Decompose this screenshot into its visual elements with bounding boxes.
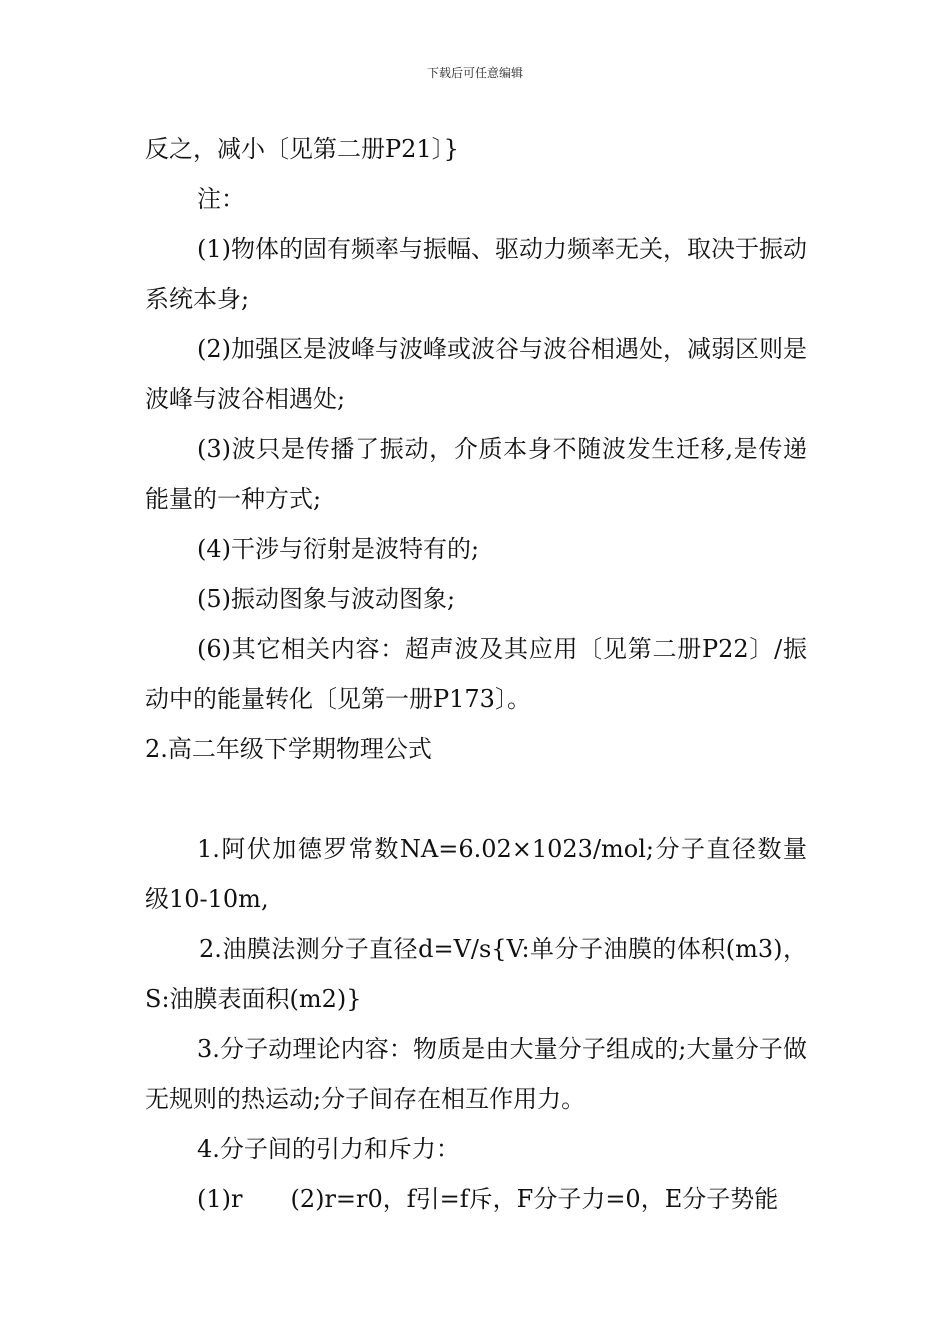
note-item-2: (2)加强区是波峰与波峰或波谷与波谷相遇处，减弱区则是波峰与波谷相遇处; bbox=[145, 335, 807, 413]
formula-item-2: 2.油膜法测分子直径d=V/s{V:单分子油膜的体积(m3)，S:油膜表面积(m2)} bbox=[145, 935, 807, 1013]
note-item-4: (4)干涉与衍射是波特有的; bbox=[197, 535, 480, 563]
document-body bbox=[145, 124, 807, 1224]
formula-item-1: 1.阿伏加德罗常数NA=6.02×1023/mol;分子直径数量级10-10m, bbox=[145, 835, 807, 913]
paragraph-continuation: 反之，减小〔见第二册P21〕} bbox=[145, 135, 459, 163]
note-item-6: (6)其它相关内容：超声波及其应用〔见第二册P22〕/振动中的能量转化〔见第一册P173〕。 bbox=[145, 635, 807, 713]
note-heading: 注： bbox=[197, 185, 245, 213]
note-item-1: (1)物体的固有频率与振幅、驱动力频率无关，取决于振动系统本身; bbox=[145, 235, 807, 313]
section-heading: 2.高二年级下学期物理公式 bbox=[145, 735, 432, 763]
note-item-3: (3)波只是传播了振动，介质本身不随波发生迁移,是传递能量的一种方式; bbox=[145, 435, 807, 513]
formula-item-4: 4.分子间的引力和斥力： bbox=[197, 1135, 460, 1163]
formula-item-4-sub: (1)r (2)r=r0，f引=f斥，F分子力=0，E分子势能 bbox=[197, 1185, 779, 1213]
formula-item-3: 3.分子动理论内容：物质是由大量分子组成的;大量分子做无规则的热运动;分子间存在相互作用力。 bbox=[145, 1035, 807, 1113]
blank-line bbox=[145, 774, 807, 824]
note-item-5: (5)振动图象与波动图象; bbox=[197, 585, 456, 613]
page-header: 下载后可任意编辑 bbox=[426, 66, 523, 80]
